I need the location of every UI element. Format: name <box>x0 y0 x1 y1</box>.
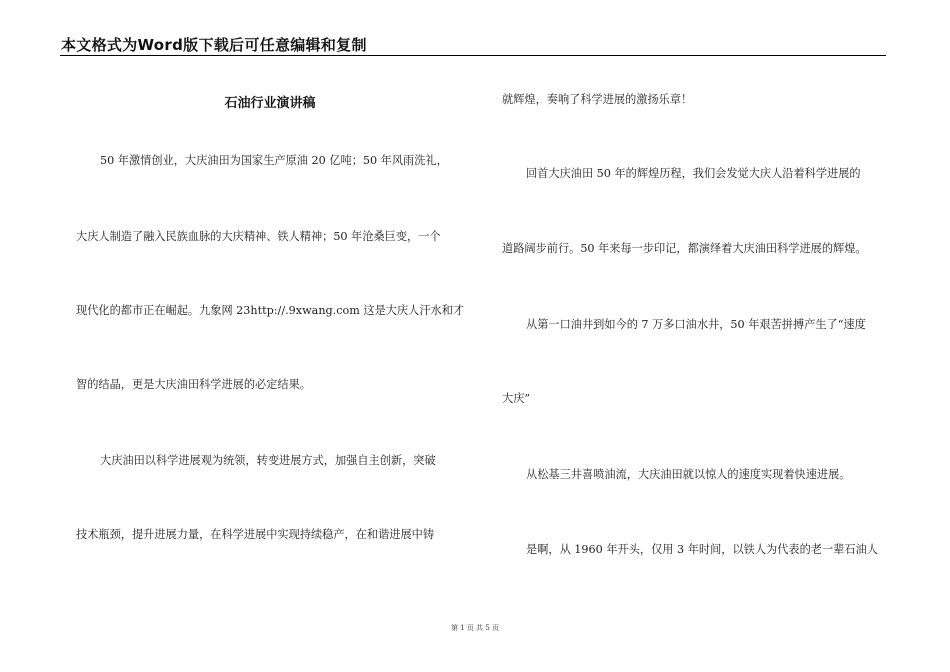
text-line: 大庆” <box>502 392 531 405</box>
text-line: 回首大庆油田 50 年的辉煌历程，我们会发觉大庆人沿着科学进展的 <box>526 167 861 180</box>
text-line: 技术瓶颈，提升进展力量，在科学进展中实现持续稳产，在和谐进展中铸 <box>76 528 435 541</box>
text-line: 现代化的都市正在崛起。九象网 23http://.9xwang.com 这是大庆人汗水和才 <box>76 304 465 317</box>
text-line: 是啊，从 1960 年开头，仅用 3 年时间，以铁人为代表的老一辈石油人 <box>526 543 878 556</box>
text-line: 从松基三井喜喷油流，大庆油田就以惊人的速度实现着快速进展。 <box>526 468 851 481</box>
document-title: 石油行业演讲稿 <box>224 96 316 111</box>
document-banner: 本文格式为Word版下载后可任意编辑和复制 <box>61 36 367 54</box>
text-line: 从第一口油井到如今的 7 万多口油水井，50 年艰苦拼搏产生了“速度 <box>526 318 866 331</box>
text-line: 大庆人制造了融入民族血脉的大庆精神、铁人精神；50 年沧桑巨变，一个 <box>76 230 441 243</box>
text-line: 智的结晶，更是大庆油田科学进展的必定结果。 <box>76 378 311 391</box>
text-line: 道路阔步前行。50 年来每一步印记，都演绎着大庆油田科学进展的辉煌。 <box>502 242 867 255</box>
text-line: 就辉煌，奏响了科学进展的激扬乐章！ <box>502 93 693 106</box>
text-line: 50 年激情创业，大庆油田为国家生产原油 20 亿吨；50 年风雨洗礼， <box>100 154 448 167</box>
text-line: 大庆油田以科学进展观为统领，转变进展方式，加强自主创新，突破 <box>100 454 436 467</box>
page-number: 第 1 页 共 5 页 <box>450 624 500 632</box>
header-divider <box>60 55 886 56</box>
